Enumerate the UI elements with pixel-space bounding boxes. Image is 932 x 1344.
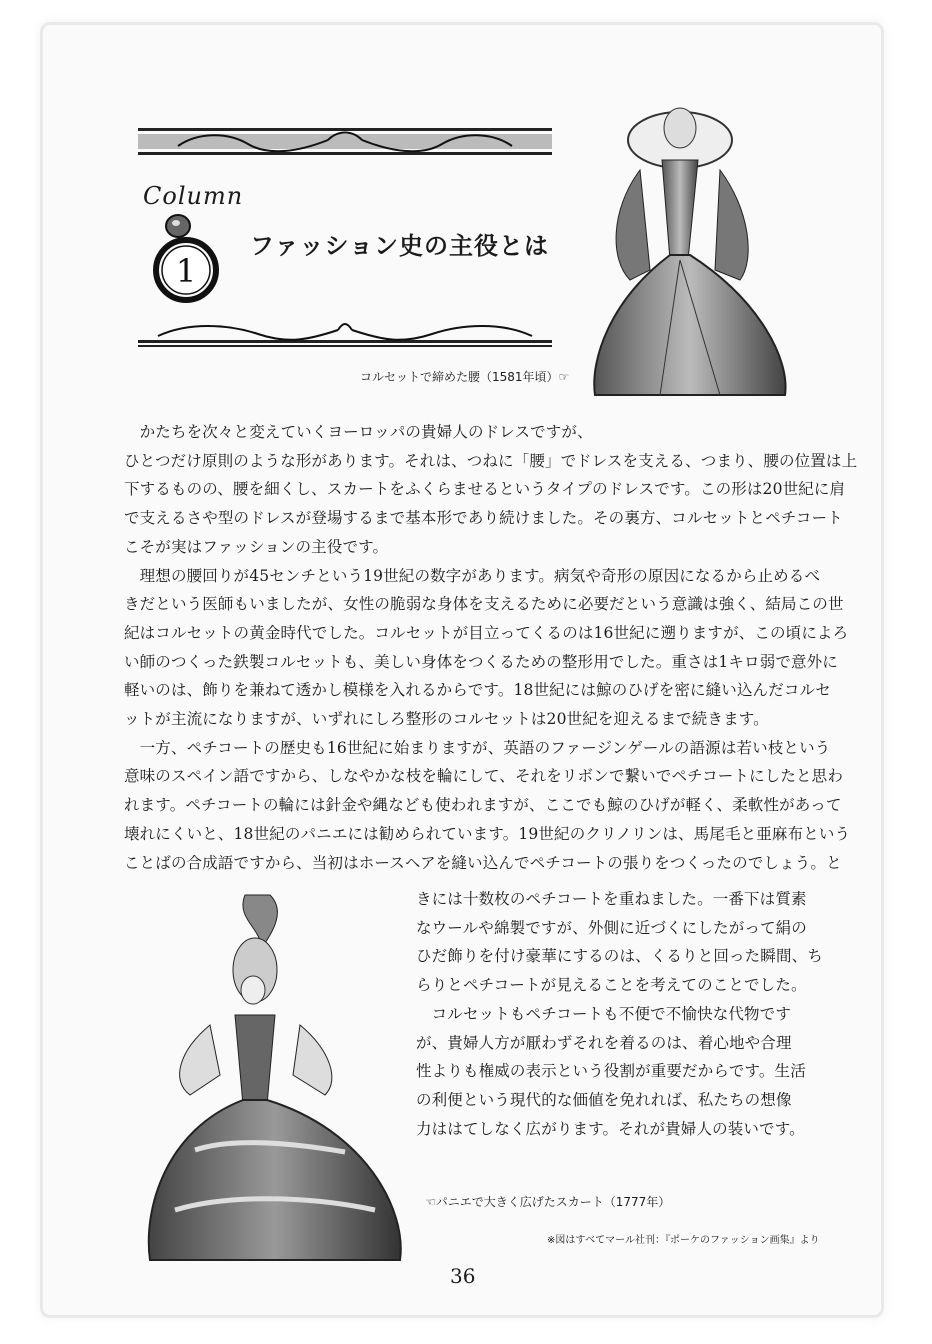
text-line: 軽いのは、飾りを兼ねて透かし模様を入れるからです。18世紀には鯨のひげを密に縫い込んだコルセ	[124, 681, 831, 700]
column-number: 1	[175, 252, 197, 290]
ring-icon	[150, 206, 230, 306]
text-line: れます。ペチコートの輪には針金や縄なども使われますが、ここでも鯨のひげが軽く、柔軟性があって	[124, 796, 842, 815]
bottom-figure-caption: ☜パニエで大きく広げたスカート（1777年）	[425, 1195, 671, 1209]
text-line: きだという医師もいましたが、女性の脆弱な身体を支えるために必要だという意識は強く、結局この世	[124, 595, 844, 614]
text-line: かたちを次々と変えていくヨーロッパの貴婦人のドレスですが、	[124, 423, 593, 441]
text-line: 下するものの、腰を細くし、スカートをふくらませるというタイプのドレスです。この形は20世紀に肩	[124, 480, 846, 499]
text-line: の利便という現代的な価値を免れれば、私たちの想像	[416, 1090, 792, 1109]
text-line: コルセットもペチコートも不便で不愉快な代物です	[416, 1004, 791, 1023]
pannier-dress-illustration	[135, 890, 415, 1270]
side-body-text	[416, 885, 836, 1143]
text-line: ひとつだけ原則のような形があります。それは、つねに「腰」でドレスを支える、つまり、腰の位置は上	[124, 451, 858, 470]
text-line: で支えるさや型のドレスが登場するまで基本形であり続けました。その裏方、コルセットとペチコート	[124, 509, 843, 528]
text-line: 壊れにくいと、18世紀のパニエには勧められています。19世紀のクリノリンは、馬尾毛と亜麻布という	[124, 824, 851, 843]
page-number: 36	[450, 1264, 476, 1288]
corset-dress-illustration	[570, 60, 840, 400]
text-line: こそが実はファッションの主役です。	[124, 537, 389, 556]
source-note: ※図はすべてマール社刊：『ポーケのファッション画集』より	[547, 1235, 820, 1246]
ornament-banner-bottom-icon	[138, 318, 552, 348]
text-line: ことばの合成語ですから、当初はホースヘアを縫い込んでペチコートの張りをつくったのでしょう。と	[124, 853, 842, 872]
text-line: らりとペチコートが見えることを考えてのことでした。	[416, 976, 807, 995]
text-line: い師のつくった鉄製コルセットも、美しい身体をつくるための整形用でした。重さは1キロ弱で意外に	[124, 652, 838, 671]
text-line: 意味のスペイン語ですから、しなやかな枝を輪にして、それをリボンで繋いでペチコートにしたと思わ	[124, 767, 843, 786]
text-line: ットが主流になりますが、いずれにしろ整形のコルセットは20世紀を迎えるまで続きます。	[124, 710, 769, 729]
text-line: なウールや綿製ですが、外側に近づくにしたがって絹の	[416, 918, 807, 937]
main-body-text	[124, 418, 858, 877]
text-line: が、貴婦人方が厭わずそれを着るのは、着心地や合理	[416, 1033, 792, 1052]
text-line: 理想の腰回りが45センチという19世紀の数字があります。病気や奇形の原因になるから止めるべ	[124, 566, 821, 585]
top-figure-caption: コルセットで締めた腰（1581年頃）☞	[360, 370, 570, 384]
column-label: Column	[143, 182, 244, 210]
column-title: ファッション史の主役とは	[250, 232, 550, 260]
text-line: ひだ飾りを付け豪華にするのは、くるりと回った瞬間、ち	[416, 947, 823, 966]
text-line: きには十数枚のペチコートを重ねました。一番下は質素	[416, 890, 807, 908]
text-line: 一方、ペチコートの歴史も16世紀に始まりますが、英語のファージンゲールの語源は若い枝という	[124, 738, 831, 757]
text-line: 紀はコルセットの黄金時代でした。コルセットが目立ってくるのは16世紀に遡りますが、この頃によろ	[124, 623, 849, 642]
ornament-banner-top-icon	[138, 128, 552, 158]
text-line: 性よりも権威の表示という役割が重要だからです。生活	[416, 1062, 806, 1081]
text-line: 力ははてしなく広がります。それが貴婦人の装いです。	[416, 1119, 805, 1138]
